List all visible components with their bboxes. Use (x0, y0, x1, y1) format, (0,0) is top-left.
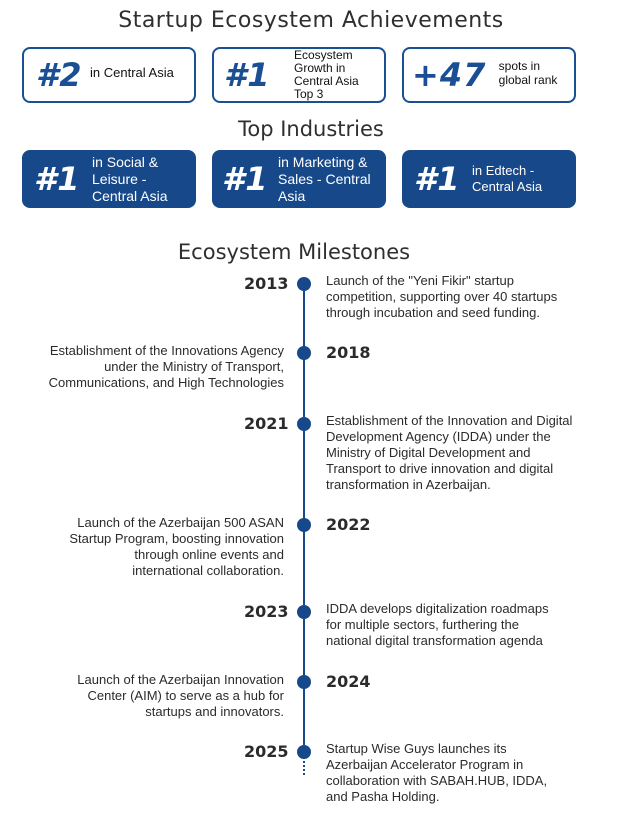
achievement-rank: #2 (36, 56, 83, 94)
industry-rank: #1 (414, 160, 461, 198)
milestone-text: Startup Wise Guys launches its Azerbaijan Accelerator Program in collaboration with SABAH.HUB, IDDA, and Pasha Holding. (326, 741, 548, 804)
milestone-year: 2021 (244, 414, 289, 433)
achievement-card-2 (212, 47, 386, 103)
milestone-year: 2022 (326, 515, 371, 534)
timeline-dot (297, 745, 311, 759)
industry-card-1 (22, 150, 196, 208)
industry-rank: #1 (222, 160, 269, 198)
timeline-dot (297, 417, 311, 431)
timeline-dot (297, 675, 311, 689)
milestone-text: Establishment of the Innovation and Digital Development Agency (IDDA) under the Ministry of Digital Development and Transport to drive innovation and digital transformation in Azerbaijan. (326, 413, 573, 492)
milestone-year: 2023 (244, 602, 289, 621)
milestone-text: Establishment of the Innovations Agency under the Ministry of Transport, Communications, and High Technologies (48, 343, 284, 390)
industries-title: Top Industries (238, 117, 384, 141)
milestone-year: 2025 (244, 742, 289, 761)
achievements-title: Startup Ecosystem Achievements (118, 8, 504, 33)
industry-rank: #1 (34, 160, 81, 198)
industry-desc: in Marketing & Sales - Central Asia (278, 153, 371, 204)
timeline-dot (297, 346, 311, 360)
milestones-title: Ecosystem Milestones (177, 240, 411, 264)
industry-card-2 (212, 150, 386, 208)
industry-desc: in Social & Leisure - Central Asia (92, 153, 168, 204)
milestone-year: 2018 (326, 343, 371, 362)
achievement-desc: in Central Asia (90, 64, 174, 80)
milestone-text: Launch of the Azerbaijan 500 ASAN Startup Program, boosting innovation through online events and international collaboration. (69, 515, 284, 578)
milestone-year: 2024 (326, 672, 371, 691)
milestone-year: 2013 (244, 274, 289, 293)
achievement-rank: +47 (412, 56, 487, 94)
achievement-desc: spots in global rank (498, 59, 558, 87)
milestone-text: Launch of the "Yeni Fikir" startup competition, supporting over 40 startups through incubation and seed funding. (326, 273, 558, 320)
achievement-card-3 (402, 47, 576, 103)
achievement-card-1 (22, 47, 196, 103)
timeline-dot (297, 518, 311, 532)
timeline-dot (297, 605, 311, 619)
industry-card-3 (402, 150, 576, 208)
achievement-desc: Ecosystem Growth in Central Asia Top 3 (294, 48, 359, 101)
milestone-text: IDDA develops digitalization roadmaps for multiple sectors, furthering the national digital transformation agenda (326, 601, 549, 648)
achievement-rank: #1 (224, 56, 271, 94)
milestone-text: Launch of the Azerbaijan Innovation Center (AIM) to serve as a hub for startups and innovators. (77, 672, 284, 719)
timeline-dotted-end (303, 757, 305, 775)
industry-desc: in Edtech - Central Asia (472, 163, 543, 194)
timeline-dot (297, 277, 311, 291)
